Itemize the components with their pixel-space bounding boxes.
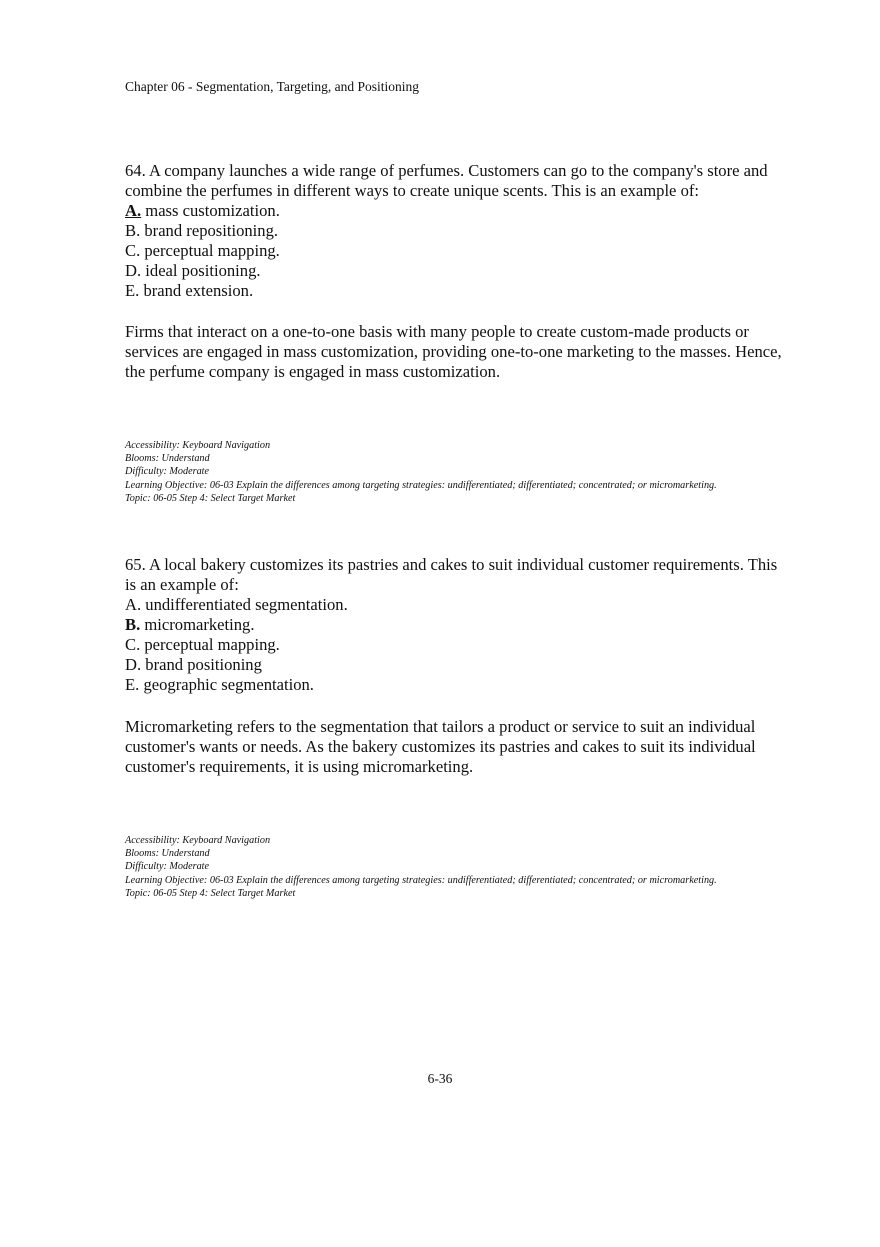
option-text: brand repositioning. bbox=[140, 221, 279, 240]
meta-learning-objective: Learning Objective: 06-03 Explain the differences among targeting strategies: undifferentiated; differentiated; concentrated; or micromarketing. bbox=[125, 479, 717, 491]
chapter-header: Chapter 06 - Segmentation, Targeting, and Positioning bbox=[125, 79, 420, 94]
answer-explanation: Firms that interact on a one-to-one basis with many people to create custom-made products or services are engaged in mass customization, providing one-to-one marketing to the masses. Hence, the perfume company is engaged in mass customization. bbox=[125, 322, 782, 381]
option-letter-correct: A. bbox=[125, 201, 142, 220]
answer-options bbox=[125, 201, 785, 301]
meta-difficulty: Difficulty: Moderate bbox=[125, 466, 210, 478]
meta-blooms: Blooms: Understand bbox=[125, 453, 210, 465]
option-text: brand positioning bbox=[141, 655, 262, 674]
option-text: undifferentiated segmentation. bbox=[141, 595, 348, 614]
option-letter: C. bbox=[125, 635, 141, 654]
option-letter: D. bbox=[125, 655, 142, 674]
option-text: micromarketing. bbox=[140, 615, 255, 634]
option-e bbox=[125, 675, 785, 695]
meta-accessibility: Accessibility: Keyboard Navigation bbox=[125, 440, 271, 451]
option-a bbox=[125, 201, 785, 221]
answer-explanation: Micromarketing refers to the segmentation that tailors a product or service to suit an individual customer's wants or needs. As the bakery customizes its pastries and cakes to suit its individual customer's requirements, it is using micromarketing. bbox=[125, 717, 756, 776]
option-b bbox=[125, 221, 785, 241]
option-d bbox=[125, 655, 785, 675]
question-metadata bbox=[125, 834, 745, 900]
meta-difficulty: Difficulty: Moderate bbox=[125, 861, 210, 873]
option-text: ideal positioning. bbox=[141, 261, 261, 280]
meta-blooms: Blooms: Understand bbox=[125, 848, 210, 860]
question-stem: 64. A company launches a wide range of perfumes. Customers can go to the company's store and combine the perfumes in different ways to create unique scents. This is an example of: bbox=[125, 161, 768, 200]
option-a bbox=[125, 595, 785, 615]
option-text: mass customization. bbox=[141, 201, 280, 220]
answer-options bbox=[125, 595, 785, 695]
question-metadata bbox=[125, 439, 745, 505]
option-text: brand extension. bbox=[139, 281, 254, 300]
question-64 bbox=[125, 161, 785, 301]
option-letter: E. bbox=[125, 675, 140, 694]
option-text: geographic segmentation. bbox=[139, 675, 314, 694]
meta-topic: Topic: 06-05 Step 4: Select Target Market bbox=[125, 492, 296, 504]
option-b bbox=[125, 615, 785, 635]
option-c bbox=[125, 635, 785, 655]
meta-accessibility: Accessibility: Keyboard Navigation bbox=[125, 835, 271, 846]
option-text: perceptual mapping. bbox=[140, 241, 280, 260]
meta-learning-objective: Learning Objective: 06-03 Explain the differences among targeting strategies: undifferentiated; differentiated; concentrated; or micromarketing. bbox=[125, 874, 717, 886]
option-c bbox=[125, 241, 785, 261]
question-stem: 65. A local bakery customizes its pastries and cakes to suit individual customer requirements. This is an example of: bbox=[125, 555, 778, 594]
option-letter-correct: B. bbox=[125, 615, 141, 634]
option-letter: D. bbox=[125, 261, 142, 280]
meta-topic: Topic: 06-05 Step 4: Select Target Market bbox=[125, 887, 296, 899]
option-letter: A. bbox=[125, 595, 142, 614]
option-letter: B. bbox=[125, 221, 141, 240]
page-number: 6-36 bbox=[427, 1071, 453, 1086]
option-e bbox=[125, 281, 785, 301]
question-65 bbox=[125, 555, 785, 695]
option-letter: E. bbox=[125, 281, 140, 300]
option-d bbox=[125, 261, 785, 281]
option-letter: C. bbox=[125, 241, 141, 260]
option-text: perceptual mapping. bbox=[140, 635, 280, 654]
